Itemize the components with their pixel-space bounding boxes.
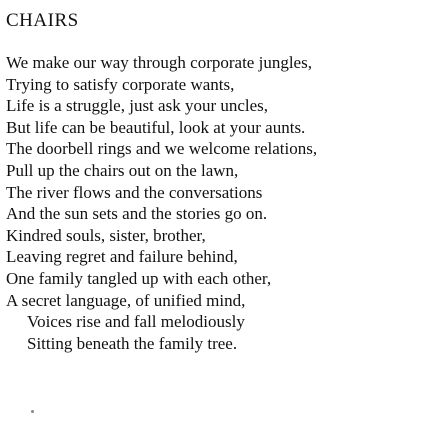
- poem-line: Life is a struggle, just ask your uncles,: [6, 96, 269, 116]
- poem-line: Pull up the chairs out on the lawn,: [6, 160, 239, 180]
- poem-line: Kindred souls, sister, brother,: [6, 225, 206, 245]
- poem-line: Leaving regret and failure behind,: [6, 247, 238, 267]
- poem-line: The doorbell rings and we welcome relations,: [6, 139, 318, 159]
- poem-line: One family tangled up with each other,: [6, 268, 272, 288]
- poem-body: [6, 52, 446, 354]
- poem-line: But life can be beautiful, look at your aunts.: [6, 117, 306, 137]
- poem-line-indented: Voices rise and fall melodiously: [27, 312, 245, 332]
- poem-line-indented: Sitting beneath the family tree.: [27, 333, 238, 353]
- poem-title: CHAIRS: [6, 10, 79, 31]
- poem-line: We make our way through corporate jungles,: [6, 53, 312, 72]
- poem-line: And the sun sets and the stories go on.: [6, 204, 268, 224]
- bullet-dot: [31, 410, 34, 413]
- poem-line: The river flows and the conversations: [6, 182, 263, 202]
- poem-line: Trying to satisfy corporate wants,: [6, 74, 235, 94]
- poem-line: A secret language, of unified mind,: [6, 290, 246, 310]
